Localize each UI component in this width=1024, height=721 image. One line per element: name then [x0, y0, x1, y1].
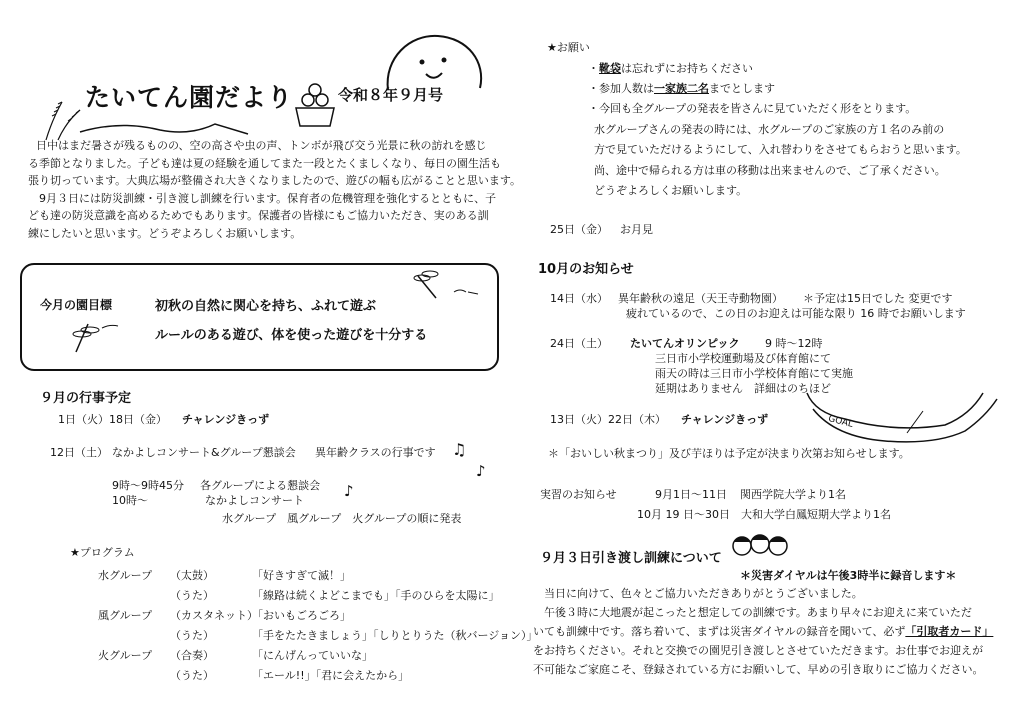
program-songs: 「線路は続くよどこまでも」「手のひらを太陽に」 [252, 589, 500, 602]
drill-line [533, 622, 993, 641]
program-part: （合奏） [170, 649, 214, 662]
practicum-date: 9月1日～11日 [655, 488, 727, 501]
event-name: たいてんオリンピック [630, 337, 740, 350]
goal-label: 今月の園目標 [40, 298, 113, 312]
drill-heading: ９月３日引き渡し訓練について [540, 551, 722, 566]
october-note: ＊「おいしい秋まつり」及び芋ほりは予定が決まり次第お知らせします。 [548, 447, 910, 460]
event-name: チャレンジきっず [681, 413, 769, 426]
music-note-icon: ♫ [452, 440, 467, 459]
goal-line-1: 初秋の自然に関心を持ち、ふれて遊ぶ [155, 299, 377, 314]
practicum-school: 関西学院大学より1名 [740, 488, 846, 501]
intro-line: 張り切っています。大典広場が整備され大きくなりましたので、遊びの幅も広がることと思います。 [28, 174, 522, 187]
schedule-time: 9時～9時45分 [112, 479, 184, 492]
event-name: お月見 [620, 223, 653, 236]
intro-line: る季節となりました。子ども達は夏の経験を通してまた一段とたくましくなり、毎日の園生活も [28, 156, 501, 170]
event-note: 異年齢クラスの行事です [315, 446, 436, 459]
program-part: （うた） [170, 589, 214, 602]
intro-line: ども達の防災意識を高めるためでもあります。保護者の皆様にもご協力いただき、実のある訓 [28, 209, 489, 222]
intro-line: 練にしたいと思います。どうぞよろしくお願いします。 [28, 226, 302, 240]
program-songs: 「エール!!」「君に会えたから」 [252, 669, 410, 682]
practicum-label: 実習のお知らせ [540, 488, 617, 501]
request-line: どうぞよろしくお願いします。 [594, 184, 748, 197]
practicum-line: 10月 19 日～30日 大和大学白鳳短期大学より1名 [637, 508, 891, 521]
event-date: 25日（金） [550, 223, 608, 236]
event-note: 疲れているので、この日のお迎えは可能な限り 16 時でお願いします [626, 307, 966, 320]
drill-note: ＊災害ダイヤルは午後3時半に録音します＊ [740, 569, 957, 582]
program-songs: 「おいもごろごろ」 [252, 609, 351, 622]
request-line: 水グループさんの発表の時には、水グループのご家族の方１名のみ前の [594, 123, 945, 136]
intro-line: 9月３日には防災訓練・引き渡し訓練を行います。保育者の危機管理を強化するとともに、子 [28, 191, 497, 205]
event-name: 異年齢秋の遠足（天王寺動物園） [618, 292, 783, 305]
request-keyword: 靴袋 [599, 62, 621, 75]
event-time: 9 時～12時 [765, 337, 823, 350]
event-date: 1日（火）18日（金） [58, 413, 167, 426]
requests-heading: ★お願い [547, 41, 590, 54]
october-heading: 10月のお知らせ [538, 262, 634, 277]
dragonfly-icon [68, 318, 138, 358]
drill-line: をお持ちください。それと交換での園児引き渡しとさせていただきます。お仕事でお迎えが [533, 644, 984, 657]
program-songs: 「手をたたきましょう」「しりとりうた（秋バージョン）」 [252, 629, 538, 642]
event-date: 12日（土） [50, 446, 108, 459]
drill-line: 午後３時に大地震が起こったと想定しての訓練です。あまり早々にお迎えに来ていただ [533, 606, 972, 619]
schedule-time: 10時～ [112, 494, 148, 507]
program-group: 風グループ [98, 609, 153, 622]
schedule-desc: なかよしコンサート [205, 494, 304, 507]
music-note-icon: ♪ [344, 482, 354, 500]
children-hoods-icon [730, 530, 792, 566]
program-group: 火グループ [98, 649, 153, 662]
request-text: は忘れずにお持ちください [621, 62, 753, 75]
newsletter-title: たいてん園だより [85, 83, 294, 112]
dragonfly-icon [410, 268, 480, 304]
program-group: 水グループ [98, 569, 153, 582]
event-name: チャレンジきっず [182, 413, 270, 426]
drill-text: いても訓練中です。落ち着いて、まずは災害ダイヤルの録音を聞いて、必ず [533, 625, 906, 638]
program-part: （うた） [170, 629, 214, 642]
request-item [588, 81, 775, 96]
drill-line: 当日に向けて、色々とご協力いただきありがとうございました。 [533, 587, 863, 600]
intro-line: 日中はまだ暑さが残るものの、空の高さや虫の声、トンボが飛び交う光景に秋の訪れを感じ [36, 139, 487, 152]
performance-order: 水グループ 風グループ 火グループの順に発表 [222, 512, 462, 525]
intro-paragraph [28, 137, 521, 242]
drill-paragraph [533, 584, 993, 679]
event-date: 13日（火）22日（木） [550, 413, 666, 426]
drill-line: 不可能なご家庭こそ、登録されている方にお願いして、早めの引き取りにご協力ください。 [533, 663, 984, 676]
program-heading: ★プログラム [70, 546, 135, 559]
september-heading: ９月の行事予定 [40, 391, 132, 406]
request-item [588, 61, 753, 76]
event-detail: 三日市小学校運動場及び体育館にて [655, 352, 831, 365]
request-line: 尚、途中で帰られる方は車の移動は出来ませんので、ご了承ください。 [594, 164, 946, 177]
request-text: ・参加人数は [588, 82, 654, 95]
schedule-desc: 各グループによる懇談会 [200, 479, 321, 492]
request-text: までとします [709, 82, 775, 95]
program-songs: 「にんげんっていいな」 [252, 649, 373, 662]
event-date: 24日（土） [550, 337, 608, 350]
event-note: ＊予定は15日でした 変更です [803, 292, 953, 305]
event-detail: 雨天の時は三日市小学校体育館にて実施 [655, 367, 853, 380]
music-note-icon: ♪ [476, 462, 486, 480]
event-date: 14日（水） [550, 292, 608, 305]
program-part: （太鼓） [170, 569, 214, 582]
program-part: （カスタネット） [170, 609, 258, 622]
request-bullet: ・ [588, 62, 599, 75]
goal-line-2: ルールのある遊び、体を使った遊びを十分する [155, 328, 428, 343]
request-keyword: 一家族二名 [654, 82, 709, 95]
request-item: ・今回も全グループの発表を皆さんに見ていただく形をとります。 [588, 102, 917, 115]
tsukimi-dango-icon [290, 80, 340, 130]
request-line: 方で見ていただけるようにして、入れ替わりをさせてもらおうと思います。 [594, 143, 967, 156]
event-detail: 延期はありません 詳細はのちほど [655, 382, 831, 395]
pickup-card-label: 「引取者カード」 [905, 625, 994, 638]
event-name: なかよしコンサート&グループ懇談会 [112, 446, 296, 459]
issue-label: 令和８年９月号 [338, 86, 444, 104]
program-songs: 「好きすぎて滅！」 [252, 569, 351, 582]
program-part: （うた） [170, 669, 214, 682]
goal-sign: GOAL [827, 414, 854, 430]
hill-line [80, 118, 250, 138]
